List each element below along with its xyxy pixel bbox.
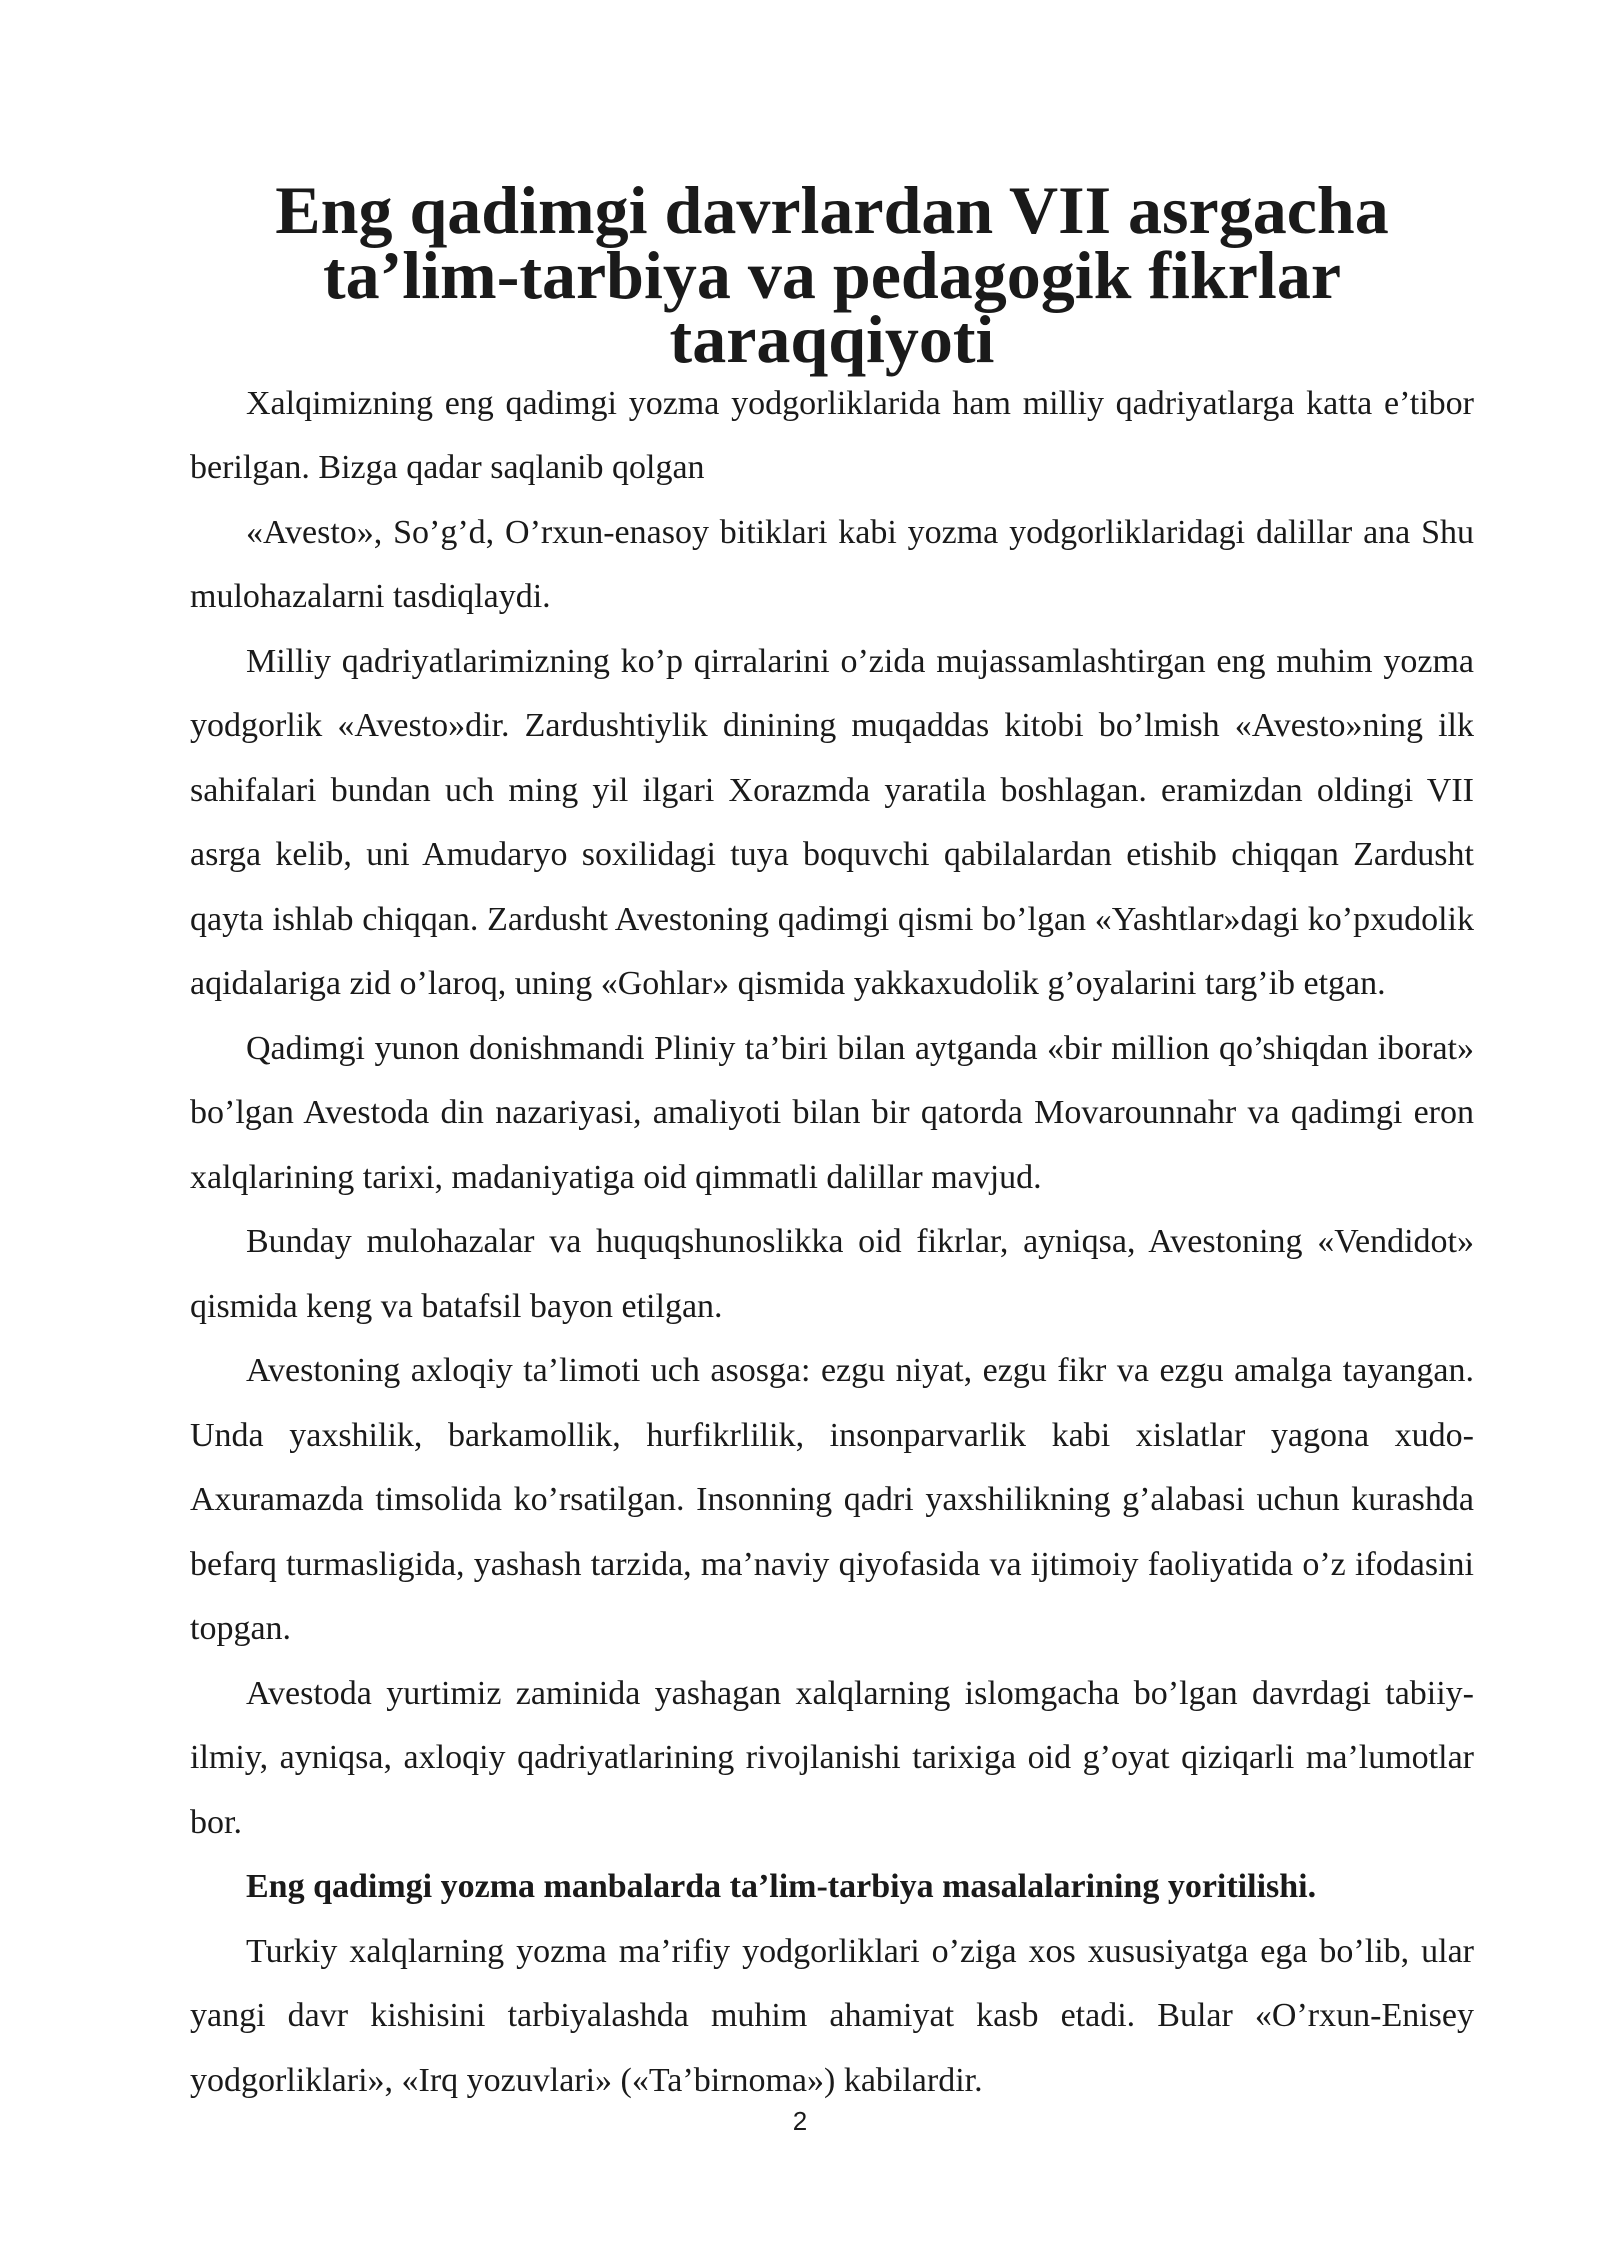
page-number: 2 [792,2106,808,2136]
paragraph-intro: Xalqimizning eng qadimgi yozma yodgorliklarida ham milliy qadriyatlarga katta e’tibor berilgan. Bizga qadar saqlanib qolgan [190,384,1474,486]
document-title: Eng qadimgi davrlardan VII asrgacha ta’lim-tarbiya va pedagogik fikrlar taraqqiyoti [275,172,1389,377]
paragraph-avesto-main: Milliy qadriyatlarimizning ko’p qirralarini o’zida mujassamlashtirgan eng muhim yozma yodgorlik «Avesto»dir. Zardushtiylik dinining muqaddas kitobi bo’lmish «Avesto»ning ilk sahifalari bundan uch ming yil ilgari Xorazmda yaratila boshlagan. eramizdan oldingi VII asrga kelib, uni Amudaryo soxilidagi tuya boquvchi qabilalardan etishib chiqqan Zardusht qayta ishlab chiqqan. Zardusht Avestoning qadimgi qismi bo’lgan «Yashtlar»dagi ko’pxudolik aqidalariga zid o’laroq, uning «Gohlar» qismida yakkaxudolik g’oyalarini targ’ib etgan. [190,642,1474,1002]
paragraph-avesto-sources: «Avesto», So’g’d, O’rxun-enasoy bitiklari kabi yozma yodgorliklaridagi dalillar ana Shu mulohazalarni tasdiqlaydi. [190,513,1474,615]
paragraph-turkic-monuments: Turkiy xalqlarning yozma ma’rifiy yodgorliklari o’ziga xos xususiyatga ega bo’lib, ular yangi davr kishisini tarbiyalashda muhim ahamiyat kasb etadi. Bular «O’rxun-Enisey yodgorliklari», «Irq yozuvlari» («Ta’birnoma») kabilardir. [190,1932,1474,2099]
section-subheading: Eng qadimgi yozma manbalarda ta’lim-tarbiya masalalarining yoritilishi. [246,1868,1317,1905]
paragraph-ethics: Avestoning axloqiy ta’limoti uch asosga: ezgu niyat, ezgu fikr va ezgu amalga tayangan. Unda yaxshilik, barkamollik, hurfikrlilik, insonparvarlik kabi xislatlar yagona xudo-Axuramazda timsolida ko’rsatilgan. Insonning qadri yaxshilikning g’alabasi uchun kurashda befarq turmasligida, yashash tarzida, ma’naviy qiyofasida va ijtimoiy faoliyatida o’z ifodasini topgan. [190,1352,1474,1647]
paragraph-vendidot: Bunday mulohazalar va huquqshunoslikka oid fikrlar, ayniqsa, Avestoning «Vendidot» qismida keng va batafsil bayon etilgan. [190,1223,1474,1325]
paragraph-values: Avestoda yurtimiz zaminida yashagan xalqlarning islomgacha bo’lgan davrdagi tabiiy-ilmiy, ayniqsa, axloqiy qadriyatlarining rivojlanishi tarixiga oid g’oyat qiziqarli ma’lumotlar bor. [190,1674,1474,1841]
document-page [190,172,1474,2113]
paragraph-pliniy: Qadimgi yunon donishmandi Pliniy ta’biri bilan aytganda «bir million qo’shiqdan iborat» bo’lgan Avestoda din nazariyasi, amaliyoti bilan bir qatorda Movarounnahr va qadimgi eron xalqlarining tarixi, madaniyatiga oid qimmatli dalillar mavjud. [190,1029,1474,1196]
